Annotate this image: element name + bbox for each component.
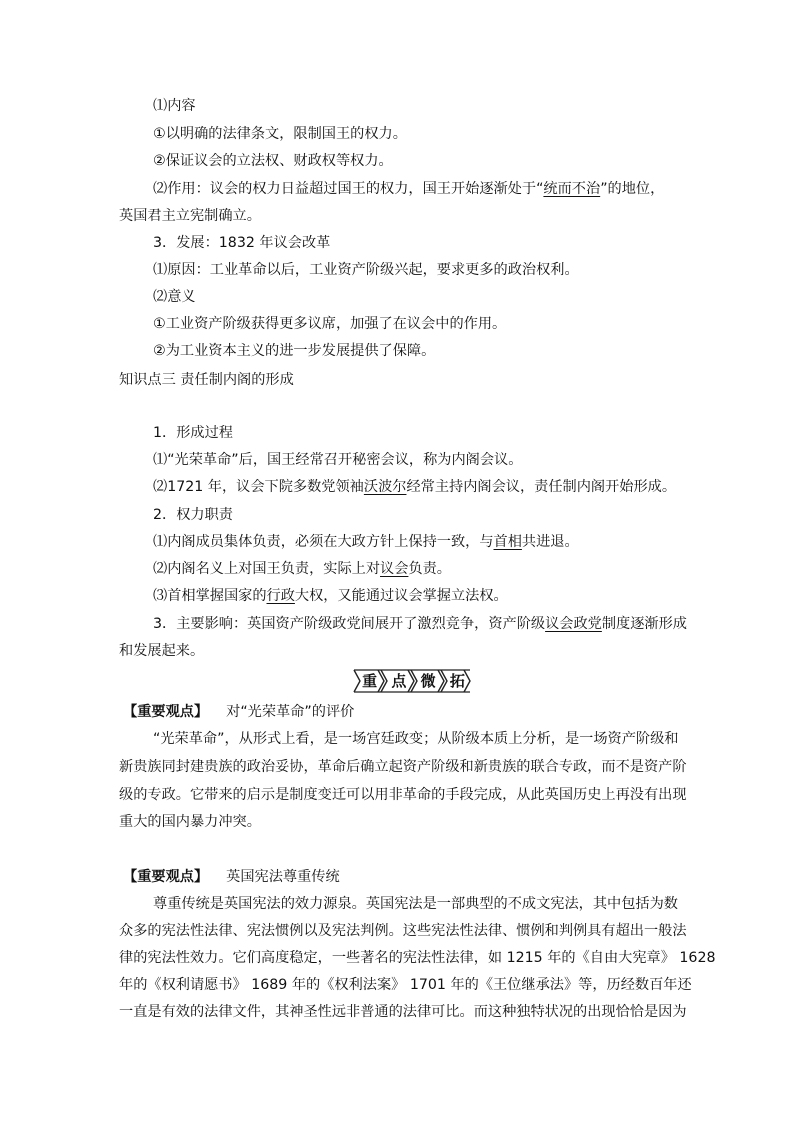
formation-item-2 xyxy=(153,477,676,497)
duties-item-2-underlined: 议会 xyxy=(380,561,409,577)
impact-underlined: 议会政党 xyxy=(545,616,602,632)
view2-line-3: 律的宪法性效力。它们高度稳定，一些著名的宪法性法律，如 1215 年的《自由大宪章》 1628 xyxy=(119,950,716,966)
impact-line xyxy=(153,614,687,634)
effect-line-2: 英国君主立宪制确立。 xyxy=(119,208,261,224)
duties-item-3 xyxy=(153,586,508,606)
view2-line-1: 尊重传统是英国宪法的效力源泉。英国宪法是一部典型的不成文宪法，其中包括为数 xyxy=(153,896,678,912)
duties-heading: 2．权力职责 xyxy=(153,507,233,523)
development-meaning-1: ①工业资产阶级获得更多议席，加强了在议会中的作用。 xyxy=(153,316,507,332)
view1-line-2: 新贵族同封建贵族的政治妥协，革命后确立起资产阶级和新贵族的联合专政，而不是资产阶 xyxy=(119,759,687,775)
duties-item-1-underlined: 首相 xyxy=(493,534,522,550)
duties-item-3-post: 大权，又能通过议会掌握立法权。 xyxy=(294,588,508,604)
formation-item-1: ⑴“光荣革命”后，国王经常召开秘密会议，称为内阁会议。 xyxy=(153,452,523,468)
duties-item-1-pre: ⑴内阁成员集体负责，必须在大政方针上保持一致，与 xyxy=(153,534,494,550)
view2-heading xyxy=(123,867,340,887)
view1-label: 【重要观点】 xyxy=(123,704,209,720)
view1-heading xyxy=(123,702,354,722)
view2-title: 英国宪法尊重传统 xyxy=(226,869,340,885)
duties-item-3-underlined: 行政 xyxy=(266,588,295,604)
formation-item-2-underlined: 沃波尔 xyxy=(363,479,407,495)
effect-underlined-term: 统而不治 xyxy=(543,181,601,197)
view2-line-4: 年的《权利请愿书》 1689 年的《权利法案》 1701 年的《王位继承法》等，历经数百年还 xyxy=(119,977,692,993)
duties-item-1-post: 共进退。 xyxy=(521,534,579,550)
formation-item-2-post: 经常主持内阁会议，责任制内阁开始形成。 xyxy=(406,479,677,495)
impact-line-2: 和发展起来。 xyxy=(119,643,205,659)
view2-line-5: 一直是有效的法律文件，其神圣性远非普通的法律可比。而这种独特状况的出现恰恰是因为 xyxy=(119,1004,687,1020)
development-meaning-label: ⑵意义 xyxy=(153,289,196,305)
section-heading-cabinet: 知识点三 责任制内阁的形成 xyxy=(119,372,294,388)
duties-item-2-pre: ⑵内阁名义上对国王负责，实际上对 xyxy=(153,561,381,577)
development-heading: 3．发展：1832 年议会改革 xyxy=(153,235,331,251)
key-points-banner xyxy=(352,668,472,694)
impact-pre: 3．主要影响：英国资产阶级政党间展开了激烈竞争，资产阶级 xyxy=(153,616,546,632)
formation-heading: 1．形成过程 xyxy=(153,425,233,441)
formation-item-2-pre: ⑵1721 年，议会下院多数党领袖 xyxy=(153,479,364,495)
duties-item-2 xyxy=(153,559,451,579)
view1-line-4: 重大的国内暴力冲突。 xyxy=(119,814,261,830)
content-label: ⑴内容 xyxy=(153,98,196,114)
development-cause: ⑴原因：工业革命以后，工业资产阶级兴起，要求更多的政治权利。 xyxy=(153,262,579,278)
effect-text-pre: ⑵作用：议会的权力日益超过国王的权力，国王开始逐渐处于“ xyxy=(153,181,544,197)
banner-char-4: 拓 xyxy=(449,672,465,690)
effect-text-post: ”的地位， xyxy=(600,181,665,197)
duties-item-3-pre: ⑶首相掌握国家的 xyxy=(153,588,267,604)
banner-char-1: 重 xyxy=(362,672,378,690)
view2-line-2: 众多的宪法性法律、宪法惯例以及宪法判例。这些宪法性法律、惯例和判例具有超出一般法 xyxy=(119,923,687,939)
banner-char-3: 微 xyxy=(420,672,436,690)
duties-item-2-post: 负责。 xyxy=(408,561,451,577)
development-meaning-2: ②为工业资本主义的进一步发展提供了保障。 xyxy=(153,343,436,359)
effect-line xyxy=(153,179,664,199)
content-item-1: ①以明确的法律条文，限制国王的权力。 xyxy=(153,126,407,142)
view1-title: 对“光荣革命”的评价 xyxy=(226,704,355,720)
view1-line-1: “光荣革命”，从形式上看，是一场宫廷政变；从阶级本质上分析，是一场资产阶级和 xyxy=(153,731,679,747)
view2-label: 【重要观点】 xyxy=(123,869,209,885)
impact-post: 制度逐渐形成 xyxy=(601,616,687,632)
duties-item-1 xyxy=(153,532,579,552)
banner-char-2: 点 xyxy=(391,672,407,690)
view1-line-3: 级的专政。它带来的启示是制度变迁可以用非革命的手段完成，从此英国历史上再没有出现 xyxy=(119,787,687,803)
content-item-2: ②保证议会的立法权、财政权等权力。 xyxy=(153,153,393,169)
